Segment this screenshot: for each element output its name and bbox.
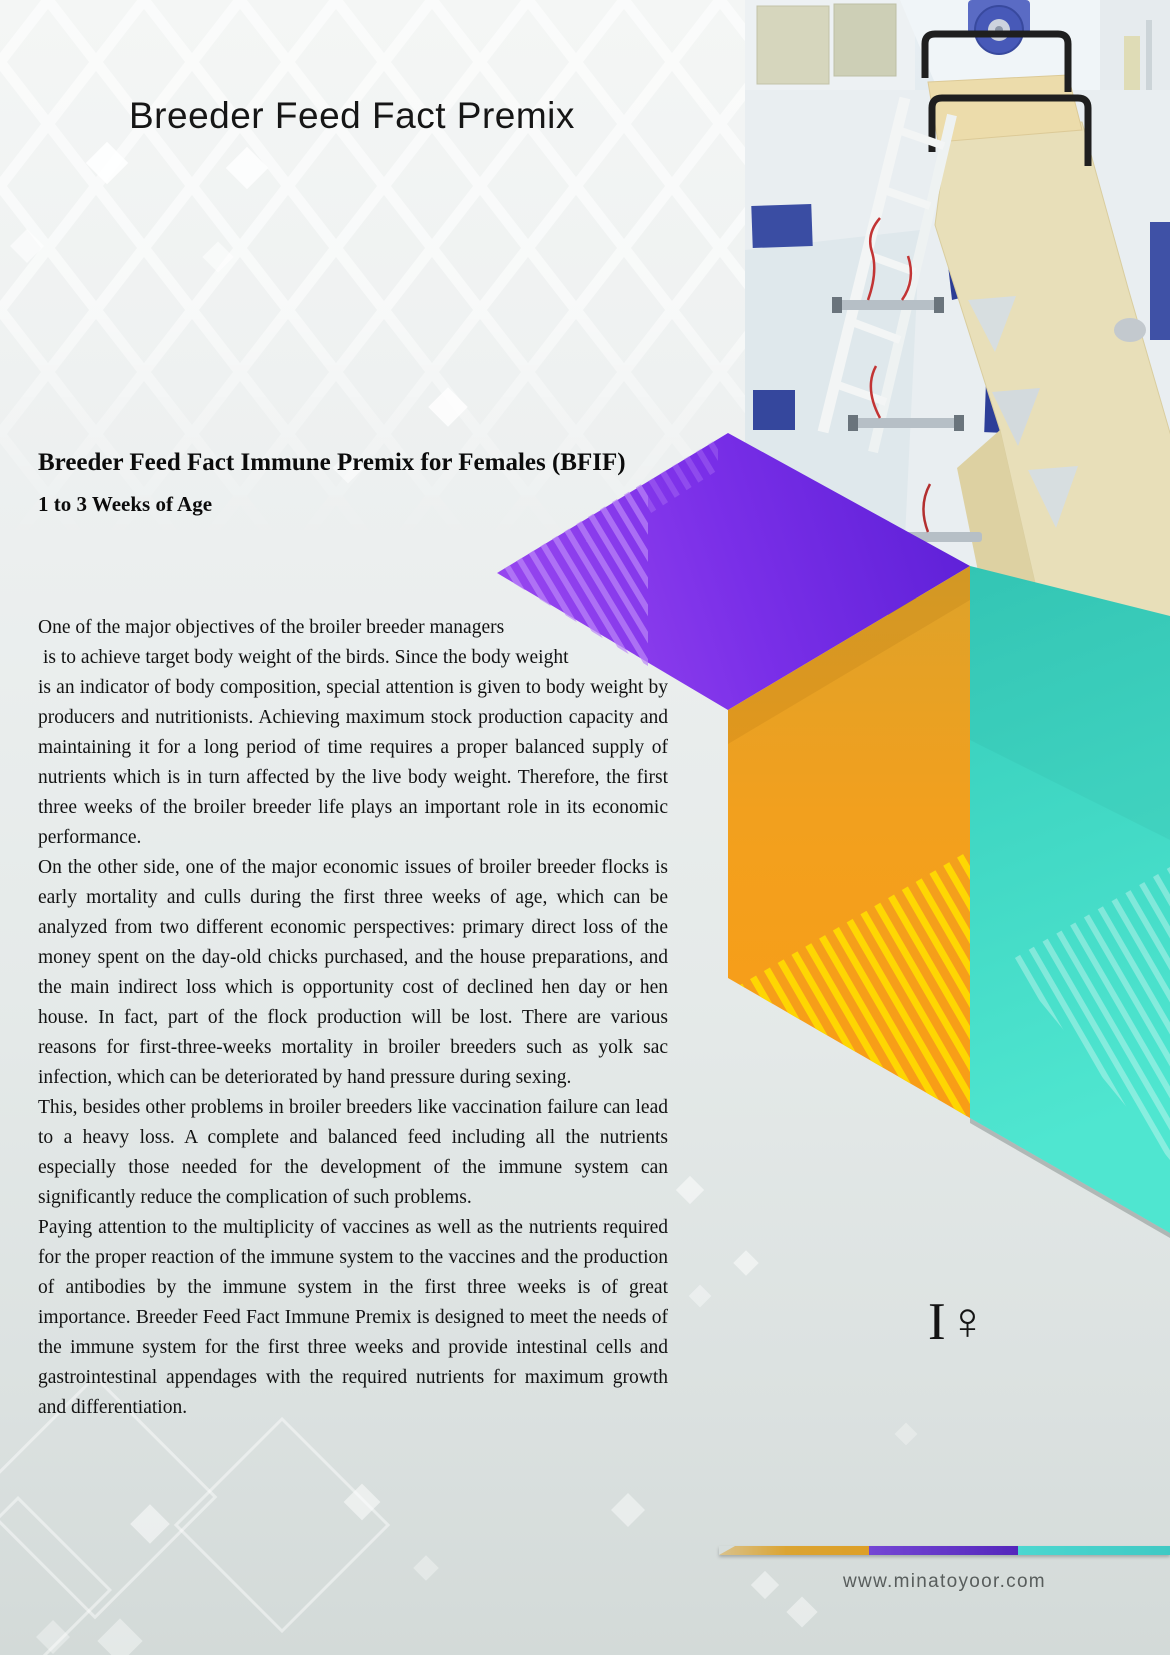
page-title: Breeder Feed Fact Premix	[129, 95, 575, 136]
female-immune-symbol: I♀	[928, 1293, 990, 1351]
section-subheading: 1 to 3 Weeks of Age	[38, 492, 213, 516]
footer-bar-gold-segment	[719, 1546, 869, 1555]
body-paragraph: Paying attention to the multiplicity of vaccines as well as the nutrients required for the proper reaction of the immune system to the vaccines and the production of antibodies by the immune system in the first three weeks is of great importance. Breeder Feed Fact Immune Premix is designed to meet the needs of the immune system for the first three weeks and provide intestinal cells and gastrointestinal appendages with the required nutrients for maximum growth and differentiation.	[38, 1217, 668, 1418]
footer-bar-purple-segment	[869, 1546, 1018, 1555]
body-paragraph: is an indicator of body composition, special attention is given to body weight by producers and nutritionists. Achieving maximum stock production capacity and maintaining it for a long period of time requires a proper balanced supply of nutrients which is in turn affected by the live body weight. Therefore, the first three weeks of the broiler breeder life plays an important role in its economic performance.	[38, 677, 668, 848]
body-paragraph: On the other side, one of the major economic issues of broiler breeder flocks is early mortality and culls during the first three weeks of age, which can be analyzed from two different economic perspectives: primary direct loss of the money spent on the day-old chicks purchased, and the house preparations, and the main indirect loss which is opportunity cost of declined hen day or hen house. In fact, part of the flock production will be lost. There are various reasons for first-three-weeks mortality in broiler breeders such as yolk sac infection, which can be deteriorated by hand pressure during sexing.	[38, 857, 668, 1088]
website-url: www.minatoyoor.com	[843, 1571, 1046, 1592]
body-intro-line-1: One of the major objectives of the broiler breeder managers	[38, 617, 505, 638]
teal-panel-shape	[970, 566, 1170, 1238]
footer-color-bar	[719, 1546, 1170, 1555]
body-intro-line-2: is to achieve target body weight of the birds. Since the body weight	[43, 647, 569, 668]
footer-bar-teal-segment	[1018, 1546, 1170, 1555]
body-text-block	[38, 613, 668, 1423]
section-heading: Breeder Feed Fact Immune Premix for Females (BFIF)	[38, 449, 626, 476]
body-paragraph: This, besides other problems in broiler breeders like vaccination failure can lead to a heavy loss. A complete and balanced feed including all the nutrients especially those needed for the development of the immune system can significantly reduce the complication of such problems.	[38, 1097, 668, 1208]
